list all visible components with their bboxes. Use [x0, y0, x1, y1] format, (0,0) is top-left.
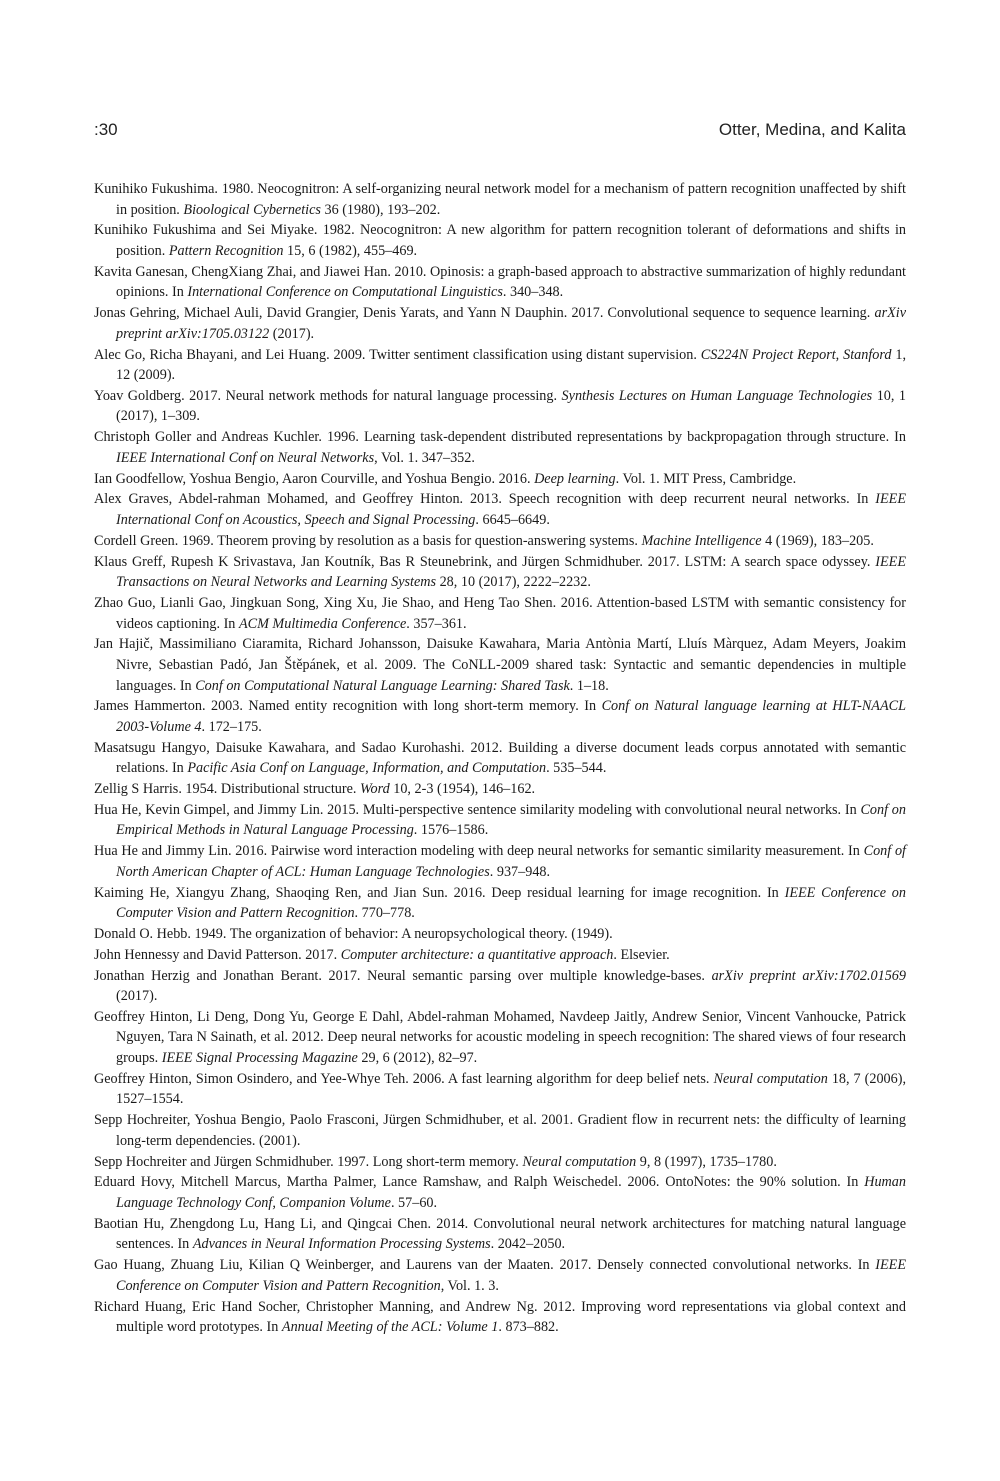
reference-pre: Geoffrey Hinton, Li Deng, Dong Yu, George E Dahl, Abdel-rahman Mohamed, Navdeep Jaitly, Andrew Senior, Vincent Vanhoucke, Patrick Nguyen, Tara N Sainath, et al. 2012. Deep neural networks for acoustic modeling in speech recognition: The shared views of four research groups. [94, 1008, 906, 1067]
reference-post: 18, 7 (2006), 1527–1554. [116, 1070, 907, 1108]
reference-pre: Gao Huang, Zhuang Liu, Kilian Q Weinberger, and Laurens van der Maaten. 2017. Densely connected convolutional networks. In [94, 1257, 876, 1274]
reference-pre: Kunihiko Fukushima and Sei Miyake. 1982. Neocognitron: A new algorithm for pattern recognition tolerant of deformations and shifts in position. [94, 222, 906, 259]
reference-entry [94, 386, 906, 427]
page-number: :30 [94, 120, 118, 139]
reference-pre: Sepp Hochreiter, Yoshua Bengio, Paolo Frasconi, Jürgen Schmidhuber, et al. 2001. Gradient flow in recurrent nets: the difficulty of learning long-term dependencies. (2001). [94, 1112, 906, 1149]
reference-venue: Bioological Cybernetics [183, 201, 321, 218]
reference-post: (2017). [116, 988, 158, 1005]
reference-post: , Vol. 1. 347–352. [374, 449, 475, 466]
reference-pre: Masatsugu Hangyo, Daisuke Kawahara, and Sadao Kurohashi. 2012. Building a diverse document leads corpus annotated with semantic relations. In [94, 739, 906, 777]
reference-venue: arXiv preprint arXiv:1702.01569 [711, 967, 906, 984]
reference-post: 15, 6 (1982), 455–469. [283, 242, 418, 259]
reference-entry [94, 696, 906, 737]
reference-venue: Deep learning [534, 470, 616, 487]
reference-post: . Elsevier. [613, 946, 670, 963]
reference-entry [94, 303, 906, 344]
reference-entry [94, 262, 906, 303]
reference-venue: Conf on Computational Natural Language Learning: Shared Task [195, 677, 570, 694]
reference-post: . Vol. 1. MIT Press, Cambridge. [615, 470, 797, 487]
reference-entry [94, 531, 906, 552]
reference-post: 28, 10 (2017), 2222–2232. [436, 574, 591, 591]
reference-post: . 535–544. [546, 760, 607, 777]
reference-venue: IEEE Transactions on Neural Networks and Learning Systems [116, 553, 906, 591]
reference-entry [94, 345, 906, 386]
reference-pre: Richard Huang, Eric Hand Socher, Christopher Manning, and Andrew Ng. 2012. Improving word representations via global context and multiple word prototypes. In [94, 1298, 906, 1336]
reference-venue: IEEE International Conf on Acoustics, Speech and Signal Processing [116, 491, 906, 528]
reference-pre: Kavita Ganesan, ChengXiang Zhai, and Jiawei Han. 2010. Opinosis: a graph-based approach to abstractive summarization of highly redundant opinions. In [94, 263, 906, 301]
reference-pre: Cordell Green. 1969. Theorem proving by resolution as a basis for question-answering systems. [94, 532, 642, 549]
reference-post: . 6645–6649. [475, 512, 550, 528]
reference-post: . 1–18. [569, 677, 609, 694]
reference-entry [94, 1007, 906, 1069]
reference-post: . 1576–1586. [413, 822, 489, 839]
reference-entry [94, 945, 906, 966]
reference-venue: Neural computation [713, 1070, 828, 1087]
reference-pre: Jonathan Herzig and Jonathan Berant. 2017. Neural semantic parsing over multiple knowledge-bases. [94, 967, 712, 984]
reference-venue: CS224N Project Report, Stanford [700, 346, 892, 363]
reference-post: 10, 1 (2017), 1–309. [116, 387, 907, 425]
reference-venue: IEEE Conference on Computer Vision and Pattern Recognition [116, 1257, 906, 1294]
reference-entry [94, 779, 906, 800]
reference-venue: ACM Multimedia Conference [238, 615, 407, 632]
reference-list [94, 179, 906, 1338]
reference-entry [94, 1152, 906, 1173]
reference-pre: Baotian Hu, Zhengdong Lu, Hang Li, and Qingcai Chen. 2014. Convolutional neural network architectures for matching natural language sentences. In [94, 1215, 906, 1253]
reference-venue: Advances in Neural Information Processing Systems [192, 1236, 491, 1253]
reference-entry [94, 1255, 906, 1296]
reference-pre: Eduard Hovy, Mitchell Marcus, Martha Palmer, Lance Ramshaw, and Ralph Weischedel. 2006. OntoNotes: the 90% solution. In [94, 1174, 865, 1191]
reference-venue: arXiv preprint arXiv:1705.03122 [116, 305, 906, 342]
reference-post: . 937–948. [489, 863, 551, 880]
reference-pre: Geoffrey Hinton, Simon Osindero, and Yee-Whye Teh. 2006. A fast learning algorithm for deep belief nets. [94, 1070, 714, 1087]
reference-pre: Kunihiko Fukushima. 1980. Neocognitron: A self-organizing neural network model for a mechanism of pattern recognition unaffected by shift in position. [94, 181, 906, 218]
reference-entry [94, 1297, 906, 1338]
reference-post: . 172–175. [201, 718, 262, 735]
reference-pre: Klaus Greff, Rupesh K Srivastava, Jan Koutník, Bas R Steunebrink, and Jürgen Schmidhuber. 2017. LSTM: A search space odyssey. [94, 553, 876, 570]
reference-venue: Machine Intelligence [641, 532, 762, 549]
reference-venue: IEEE Conference on Computer Vision and Pattern Recognition [116, 884, 906, 922]
reference-post: . 873–882. [498, 1319, 559, 1336]
reference-pre: Jonas Gehring, Michael Auli, David Grangier, Denis Yarats, and Yann N Dauphin. 2017. Convolutional sequence to sequence learning. [94, 305, 875, 322]
reference-pre: Jan Hajič, Massimiliano Ciaramita, Richard Johansson, Daisuke Kawahara, Maria Antònia Martí, Lluís Màrquez, Adam Meyers, Joakim Nivre, Sebastian Padó, Jan Štěpánek, et al. 2009. The CoNLL-2009 shared task: Syntactic and semantic dependencies in multiple languages. In [94, 636, 906, 694]
reference-pre: Hua He and Jimmy Lin. 2016. Pairwise word interaction modeling with deep neural networks for semantic similarity measurement. In [94, 843, 864, 860]
reference-post: 10, 2-3 (1954), 146–162. [389, 781, 536, 798]
reference-venue: Word [359, 781, 390, 798]
reference-entry [94, 489, 906, 530]
reference-entry [94, 427, 906, 468]
reference-venue: Human Language Technology Conf, Companion Volume [116, 1174, 906, 1211]
reference-venue: Conf on Natural language learning at HLT-NAACL 2003-Volume 4 [116, 698, 906, 735]
reference-entry [94, 966, 906, 1007]
reference-pre: Yoav Goldberg. 2017. Neural network methods for natural language processing. [94, 387, 562, 404]
reference-pre: Sepp Hochreiter and Jürgen Schmidhuber. 1997. Long short-term memory. [94, 1153, 523, 1170]
reference-venue: Pattern Recognition [168, 242, 284, 259]
reference-entry [94, 552, 906, 593]
reference-pre: Ian Goodfellow, Yoshua Bengio, Aaron Courville, and Yoshua Bengio. 2016. [94, 470, 535, 487]
reference-post: 4 (1969), 183–205. [761, 532, 874, 549]
reference-venue: IEEE Signal Processing Magazine [161, 1050, 358, 1067]
reference-entry [94, 179, 906, 220]
reference-pre: Christoph Goller and Andreas Kuchler. 1996. Learning task-dependent distributed representations by backpropagation through structure. In [94, 429, 906, 446]
reference-post: (2017). [269, 325, 315, 342]
page-header [94, 120, 906, 144]
reference-entry [94, 1110, 906, 1151]
running-title: Otter, Medina, and Kalita [718, 120, 906, 139]
reference-entry [94, 738, 906, 779]
reference-venue: Synthesis Lectures on Human Language Technologies [561, 387, 873, 404]
reference-pre: Hua He, Kevin Gimpel, and Jimmy Lin. 2015. Multi-perspective sentence similarity modeling with convolutional neural networks. In [94, 801, 861, 818]
reference-entry [94, 883, 906, 924]
reference-entry [94, 841, 906, 882]
reference-entry [94, 469, 906, 490]
reference-post: 36 (1980), 193–202. [320, 201, 441, 218]
reference-entry [94, 593, 906, 634]
reference-post: . 340–348. [502, 284, 564, 301]
reference-post: . 57–60. [390, 1194, 438, 1211]
reference-venue: Pacific Asia Conf on Language, Information, and Computation [187, 760, 547, 777]
reference-venue: Computer architecture: a quantitative approach [340, 946, 614, 963]
reference-entry [94, 220, 906, 261]
reference-entry [94, 800, 906, 841]
reference-entry [94, 634, 906, 696]
reference-venue: IEEE International Conf on Neural Networks [116, 449, 375, 466]
reference-pre: Alex Graves, Abdel-rahman Mohamed, and Geoffrey Hinton. 2013. Speech recognition with deep recurrent neural networks. In [94, 491, 876, 508]
reference-post: . 357–361. [406, 615, 467, 632]
reference-venue: Conf of North American Chapter of ACL: Human Language Technologies [116, 843, 906, 880]
reference-post: 29, 6 (2012), 82–97. [357, 1050, 478, 1067]
reference-venue: Annual Meeting of the ACL: Volume 1 [281, 1319, 499, 1336]
reference-venue: Neural computation [522, 1153, 637, 1170]
reference-post: 9, 8 (1997), 1735–1780. [636, 1153, 777, 1170]
reference-post: . 770–778. [354, 905, 415, 922]
reference-pre: Zhao Guo, Lianli Gao, Jingkuan Song, Xing Xu, Jie Shao, and Heng Tao Shen. 2016. Attention-based LSTM with semantic consistency for videos captioning. In [94, 594, 906, 632]
reference-venue: International Conference on Computational Linguistics [187, 284, 503, 301]
reference-entry [94, 924, 906, 945]
reference-post: 1, 12 (2009). [116, 346, 906, 384]
reference-pre: Zellig S Harris. 1954. Distributional structure. [94, 781, 360, 798]
reference-post: . 2042–2050. [490, 1236, 566, 1253]
reference-entry [94, 1172, 906, 1213]
reference-pre: Kaiming He, Xiangyu Zhang, Shaoqing Ren, and Jian Sun. 2016. Deep residual learning for image recognition. In [94, 884, 785, 901]
reference-pre: James Hammerton. 2003. Named entity recognition with long short-term memory. In [94, 698, 602, 715]
reference-venue: Conf on Empirical Methods in Natural Language Processing [116, 801, 906, 839]
reference-post: , Vol. 1. 3. [440, 1277, 499, 1294]
reference-pre: John Hennessy and David Patterson. 2017. [94, 946, 341, 963]
reference-pre: Donald O. Hebb. 1949. The organization of behavior: A neuropsychological theory. (1949). [94, 925, 613, 942]
reference-pre: Alec Go, Richa Bhayani, and Lei Huang. 2009. Twitter sentiment classification using distant supervision. [94, 346, 701, 363]
reference-entry [94, 1069, 906, 1110]
reference-entry [94, 1214, 906, 1255]
